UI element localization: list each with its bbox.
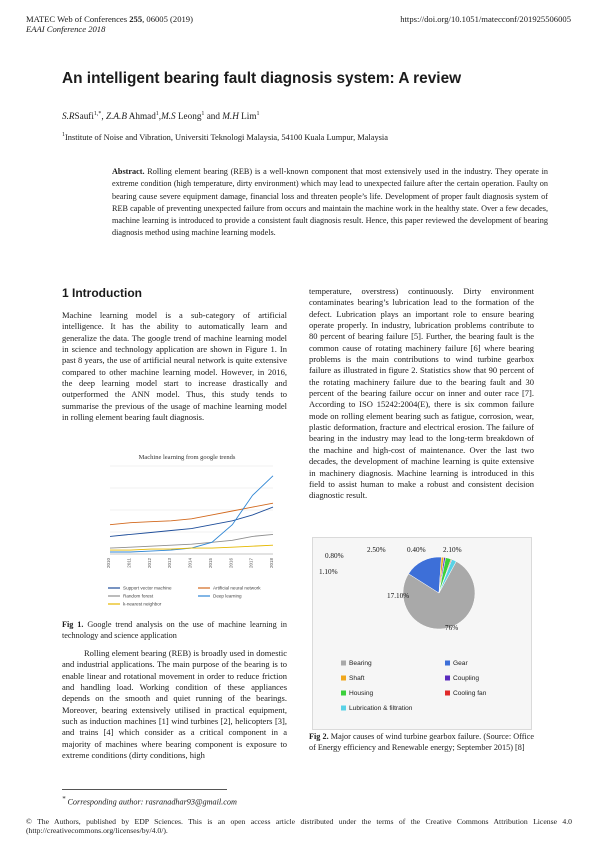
x-tick-label: 2016 [228,558,234,569]
author-1-initials: S.R [62,111,75,122]
legend-swatch [445,661,450,666]
journal-name: MATEC Web of Conferences [26,14,128,24]
pie-value-label: 0.80% [325,552,344,560]
author-sep-1: , [101,111,107,122]
legend-swatch [445,676,450,681]
legend-swatch [341,691,346,696]
x-tick-label: 2017 [248,558,254,569]
intro-paragraph-2: Rolling element bearing (REB) is broadly used in domestic and industrial applications. The main purpose of the bearing is to enable linear and rotational movement in order to reduce friction and handling load. Working condition of these appliances depends on the smooth and quiet running of the bearings. Moreover, bearing extensively utilised in practical equipment, such as induction machines [1] wind turbines [2], helicopters [3], and trains [4] which consider as a critical component in a majority of machines where bearing component is exposure to extreme conditions (dirty conditions, high [62,648,287,761]
figure-1 [96,448,279,618]
x-tick-label: 2010 [106,558,111,569]
journal-volume: 255 [129,14,143,24]
author-4-initials: M.H [222,111,239,122]
legend-label: Coupling [453,675,480,682]
corresponding-author [62,796,237,807]
author-3-initials: M.S [161,111,176,122]
legend-label: Support vector machine [123,585,172,591]
author-2-sup: 1 [155,111,159,117]
footnote-mark: * [62,796,66,803]
author-sep-3: and [204,111,223,122]
legend-swatch [341,676,346,681]
legend-label: Artificial neural network [213,585,261,591]
journal-line [26,14,193,24]
running-header-left [26,14,193,34]
author-4-sup: 1 [256,111,260,117]
series-line [110,503,273,525]
figure-2-caption [309,732,534,754]
figure-2-label: Fig 2. [309,732,329,741]
figure-1-label: Fig 1. [62,620,84,629]
intro-paragraph-1: Machine learning model is a sub-category of artificial intelligence. It has the ability to automatically learn and generalize the data. The google trend of machine learning model in science and technology application are shown in Figure 1. In past 8 years, the use of artificial neural network is quite extensive compared to other machine learning model. However, in 2016, the deep learning model start to increase drastically and outperformed the ANN model. Thus, this study tends to summarise the previous of the usage of machine learning model in rolling element bearing fault diagnosis. [62,310,287,423]
journal-article: , 06005 (2019) [142,14,193,24]
author-1-sup: 1,* [93,111,102,117]
author-4-surname: Lim [238,111,257,122]
legend-label: Gear [453,660,468,667]
conference-name: EAAI Conference 2018 [26,24,106,34]
pie-value-label: 1.10% [319,568,338,576]
pie-value-label: 76% [445,624,459,632]
x-tick-label: 2011 [126,558,132,568]
pie-value-label: 0.40% [407,546,426,554]
pie-chart [313,538,531,729]
series-line [110,545,273,550]
legend-swatch [341,661,346,666]
author-2-initials: Z.A.B [106,111,127,122]
series-line [110,476,273,552]
legend-label: Deep learning [213,593,242,599]
figure-1-caption-text: Google trend analysis on the use of machine learning in technology and science application [62,620,287,640]
x-tick-label: 2012 [146,558,152,569]
license-footer: © The Authors, published by EDP Sciences. This is an open access article distributed under the terms of the Creative Commons Attribution License 4.0 (http://creativecommons.org/licenses/by/4.0/). [26,817,572,836]
chart-title: Machine learning from google trends [138,454,236,461]
author-3-sup: 1 [201,111,205,117]
section-heading: 1 Introduction [62,286,142,300]
legend-label: Lubrication & filtration [349,705,413,712]
legend-swatch [445,691,450,696]
author-3-surname: Leong [175,111,202,122]
author-2-surname: Ahmad [126,111,156,122]
google-trend-chart [96,448,279,618]
legend-label: Cooling fan [453,690,487,697]
author-list [62,111,259,121]
legend-label: Housing [349,690,374,697]
footnote-text: Corresponding author: rasranadhar93@gmail.com [65,797,237,807]
x-tick-label: 2014 [187,558,193,569]
pie-value-label: 2.50% [367,546,386,554]
affiliation-text: Institute of Noise and Vibration, Universiti Teknologi Malaysia, 54100 Kuala Lumpur, Malaysia [65,132,388,142]
legend-label: Shaft [349,675,365,682]
figure-2-caption-text: Major causes of wind turbine gearbox failure. (Source: Office of Energy efficiency and Renewable energy; September 2015) [8] [309,732,534,752]
figure-1-caption [62,620,287,642]
affiliation [62,132,388,142]
legend-swatch [341,706,346,711]
x-tick-label: 2015 [207,558,213,569]
legend-label: k-nearest neighbor [123,601,162,607]
x-tick-label: 2018 [269,558,274,569]
author-1-surname: Saufi [74,111,94,122]
figure-2 [312,537,532,730]
affiliation-sup: 1 [62,132,65,138]
abstract-text: Rolling element bearing (REB) is a well-known component that most extensively used in the industry. They operate in extreme condition (high temperature, dirty environment) which may lead to unexpected failure after the certain operation. Faulty on bearing cause severe equipment damage, financial loss and threaten people’s life. Development of proper fault diagnosis system of REB capable of preventing unexpected failure from occurs and maintain the machine work in the healthy state. Over a few decades, machine learning is introduced to provide a consistent fault diagnosis result. Hence, this paper reviewed the development of bearing diagnosis method using machine learning models. [112,167,548,238]
abstract-label: Abstract. [112,167,145,176]
legend-label: Random forest [123,593,154,599]
pie-value-label: 17.10% [387,592,410,600]
author-sep-2: , [158,111,162,122]
legend-label: Bearing [349,660,372,667]
abstract [112,166,548,240]
footnote-rule [62,789,227,790]
pie-value-label: 2.10% [443,546,462,554]
x-tick-label: 2013 [167,558,173,569]
doi-link[interactable]: https://doi.org/10.1051/matecconf/201925506005 [400,14,571,24]
intro-paragraph-3: temperature, overstress) continuously. Dirty environment contaminates bearing’s lubrication lead to the formation of the defect. Lubrication plays an important role to ensure bearing operate properly. In industry, lubrication problems contribute to 80 percent of bearing failure [5]. Further, the bearing fault is the common cause of rotating machinery failure [6] where bearing problems is the main contributions to wind turbine gearbox failure as illustrated in figure 2. Statistics show that 90 percent of the rotating machinery failure due to the bearing fault and 30 percent of the bearing failure occur on inner and outer race [7]. According to ISO 15242:2004(E), there is six common failure mode on rolling element bearing such as fatigue, corrosion, wear, plastic deformation, fracture and electrical erosion. The failure of bearing in the industry may lead to the long-term breakdown of the machine and high-cost of maintenance. Over the last two decades, the development of machine learning is quite extensive in machinery diagnosis. Machine learning is introduced in this field to assist human to make a robust and consistent decision diagnostic result. [309,286,534,501]
paper-title: An intelligent bearing fault diagnosis system: A review [62,70,462,87]
